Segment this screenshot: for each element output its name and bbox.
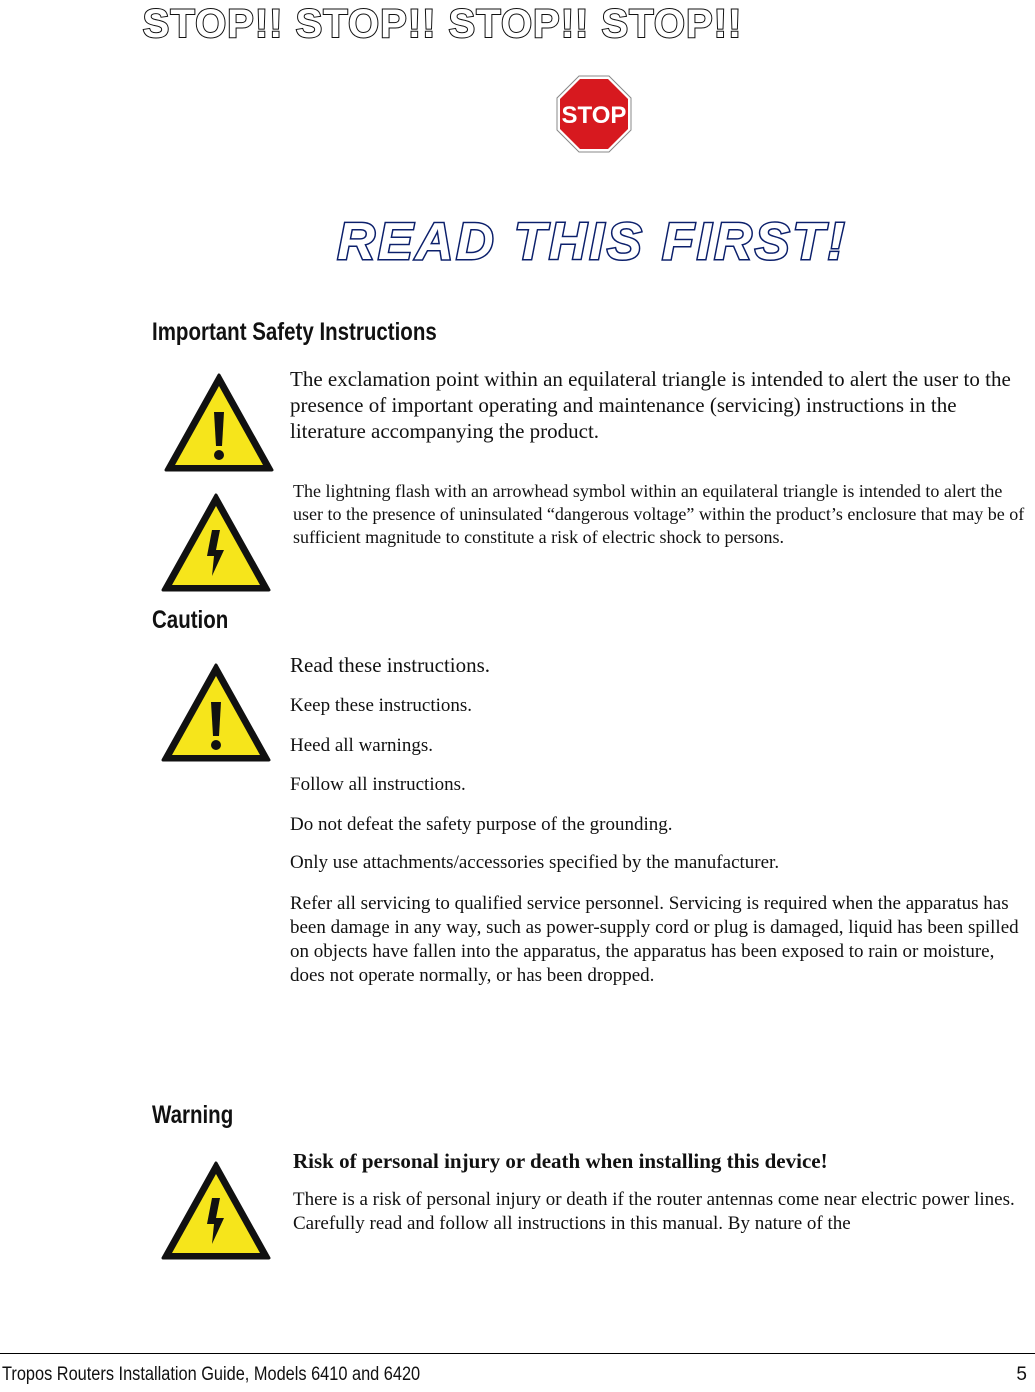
caution-item: Do not defeat the safety purpose of the grounding. [290, 814, 673, 835]
warning-bold-line: Risk of personal injury or death when installing this device! [293, 1149, 828, 1173]
safety-heading: Important Safety Instructions [152, 318, 437, 346]
page-number: 5 [1016, 1364, 1027, 1385]
stop-headline: STOP!! STOP!! STOP!! STOP!! [142, 2, 743, 46]
safety-item-exclamation: The exclamation point within an equilateral triangle is intended to alert the user to the presence of important operating and maintenance (servicing) instructions in the literature accompanying the product. [290, 367, 1011, 443]
lightning-triangle-icon [160, 492, 272, 594]
stop-sign-icon [555, 74, 633, 154]
footer-divider [0, 1353, 1035, 1354]
read-this-first-banner: READ THIS FIRST! [337, 213, 848, 271]
caution-item-servicing: Refer all servicing to qualified service personnel. Servicing is required when the apparatus has been damage in any way, such as power-supply cord or plug is damaged, liquid has been spilled on objects have fallen into the apparatus, the apparatus has been exposed to rain or moisture, does not operate normally, or has been dropped. [290, 893, 1019, 986]
caution-heading: Caution [152, 606, 229, 634]
lightning-triangle-icon [160, 1160, 272, 1262]
caution-item: Keep these instructions. [290, 695, 473, 716]
caution-item: Follow all instructions. [290, 774, 466, 795]
footer-title: Tropos Routers Installation Guide, Models 6410 and 6420 [2, 1364, 421, 1385]
caution-item: Read these instructions. [290, 653, 491, 677]
stop-sign-label: STOP [561, 102, 627, 129]
safety-item-lightning: The lightning flash with an arrowhead symbol within an equilateral triangle is intended to alert the user to the presence of uninsulated “dangerous voltage” within the product’s enclosure that may be of sufficient magnitude to constitute a risk of electric shock to persons. [293, 481, 1025, 547]
caution-item: Heed all warnings. [290, 735, 433, 756]
exclamation-triangle-icon [163, 372, 275, 474]
caution-item: Only use attachments/accessories specified by the manufacturer. [290, 852, 780, 873]
exclamation-triangle-icon [160, 662, 272, 764]
warning-body: There is a risk of personal injury or death if the router antennas come near electric power lines. Carefully read and follow all instructions in this manual. By nature of the [293, 1189, 1015, 1234]
warning-heading: Warning [152, 1101, 234, 1129]
